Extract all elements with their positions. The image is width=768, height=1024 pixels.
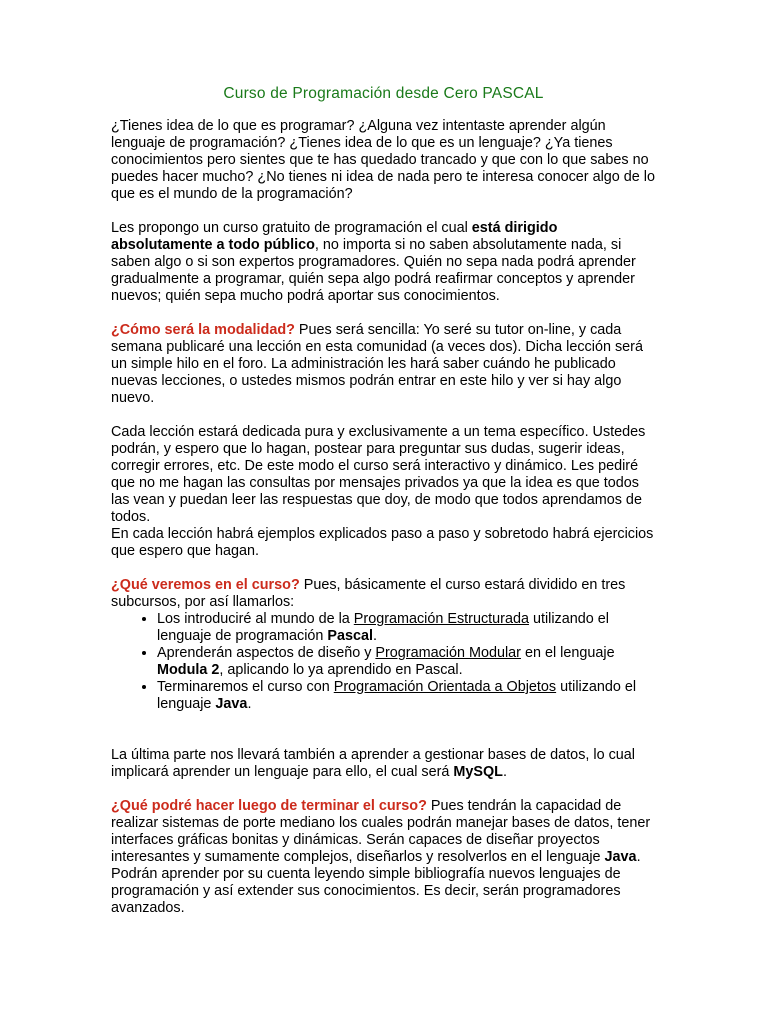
list-item-text: Terminaremos el curso con: [157, 679, 334, 695]
list-item-text: .: [247, 696, 252, 712]
modality-text: Pues será sencilla: Yo seré su tutor on-line, y cada semana publicaré una lección en esta comunidad (a veces dos). Dicha lección será un simple hilo en el foro. La administración les hará saber cuándo he publicado nuevas lecciones, o ustedes mismos podrán entrar en este hilo y ver si hay algo nuevo.: [111, 322, 643, 406]
list-item-bold: Java: [215, 696, 248, 712]
list-item: [157, 611, 656, 645]
spacer: [111, 713, 656, 747]
intro-text: ¿Tienes idea de lo que es programar? ¿Alguna vez intentaste aprender algún lenguaje de programación? ¿Tienes idea de lo que es un lenguaje? ¿Ya tienes conocimientos pero sientes que te has quedado trancado y que con lo que sabes no puedes hacer mucho? ¿No tienes ni idea de nada pero te interesa conocer algo de lo que es el mundo de la programación?: [111, 118, 656, 202]
modality-heading: ¿Cómo será la modalidad?: [111, 322, 295, 338]
link-programacion-estructurada[interactable]: Programación Estructurada: [353, 611, 529, 627]
database-bold: MySQL: [453, 764, 503, 780]
modality-paragraph: [111, 322, 656, 407]
proposal-bold: está dirigido absolutamente a todo público: [111, 220, 558, 253]
list-item: [157, 645, 656, 679]
outcome-bold: Java: [604, 849, 637, 865]
list-item-text: , aplicando lo ya aprendido en Pascal.: [219, 662, 463, 678]
lesson-paragraph: [111, 424, 656, 526]
proposal-paragraph: [111, 220, 656, 305]
examples-paragraph: [111, 526, 656, 560]
content-heading: ¿Qué veremos en el curso?: [111, 577, 300, 593]
list-item-text: Aprenderán aspectos de diseño y: [157, 645, 376, 661]
list-item: [157, 679, 656, 713]
proposal-text-b: , no importa si no saben absolutamente nada, si saben algo o si son expertos programadores. Quién no sepa nada podrá aprender gradualmente a programar, quién sepa algo podrá reafirmar conceptos y aprender nuevos; quién sepa mucho podrá aportar sus conocimientos.: [111, 237, 636, 304]
database-paragraph: [111, 747, 656, 781]
list-item-text: utilizando el lenguaje de programación: [157, 611, 609, 644]
lesson-text: Cada lección estará dedicada pura y exclusivamente a un tema específico. Ustedes podrán, y espero que lo hagan, postear para preguntar sus dudas, sugerir ideas, corregir errores, etc. De este modo el curso será interactivo y dinámico. Les pediré que no me hagan las consultas por mensajes privados ya que la idea es que todos las vean y puedan leer las respuestas que doy, de modo que todos aprendamos de todos.: [111, 424, 646, 525]
outcome-text-a: Pues tendrán la capacidad de realizar sistemas de porte mediano los cuales podrán manejar bases de datos, tener interfaces gráficas bonitas y dinámicas. Serán capaces de diseñar proyectos interesantes y sumamente complejos, diseñarlos y resolverlos en el lenguaje: [111, 798, 651, 865]
content-paragraph: [111, 577, 656, 611]
subcourse-list: [111, 611, 656, 713]
link-programacion-orientada-objetos[interactable]: Programación Orientada a Objetos: [333, 679, 557, 695]
database-text-a: La última parte nos llevará también a aprender a gestionar bases de datos, lo cual implicará aprender un lenguaje para ello, el cual será: [111, 747, 635, 780]
outcome-paragraph: [111, 798, 656, 917]
intro-paragraph: [111, 118, 656, 203]
list-item-text: Los introduciré al mundo de la: [157, 611, 354, 627]
content-text: Pues, básicamente el curso estará dividido en tres subcursos, por así llamarlos:: [111, 577, 626, 610]
list-item-text: utilizando el lenguaje: [157, 679, 637, 712]
page-title: Curso de Programación desde Cero PASCAL: [223, 85, 544, 102]
list-item-text: .: [373, 628, 378, 644]
list-item-text: en el lenguaje: [520, 645, 615, 661]
outcome-heading: ¿Qué podré hacer luego de terminar el curso?: [111, 798, 427, 814]
link-programacion-modular[interactable]: Programación Modular: [375, 645, 521, 661]
document-page: [111, 84, 656, 934]
outcome-text-b: . Podrán aprender por su cuenta leyendo simple bibliografía nuevos lenguajes de programación y así extender sus conocimientos. Es decir, serán programadores avanzados.: [111, 849, 641, 916]
proposal-text-a: Les propongo un curso gratuito de programación el cual: [111, 220, 472, 236]
list-item-bold: Pascal: [327, 628, 374, 644]
list-item-bold: Modula 2: [157, 662, 220, 678]
database-text-b: .: [502, 764, 507, 780]
examples-text: En cada lección habrá ejemplos explicados paso a paso y sobretodo habrá ejercicios que espero que hagan.: [111, 526, 654, 559]
